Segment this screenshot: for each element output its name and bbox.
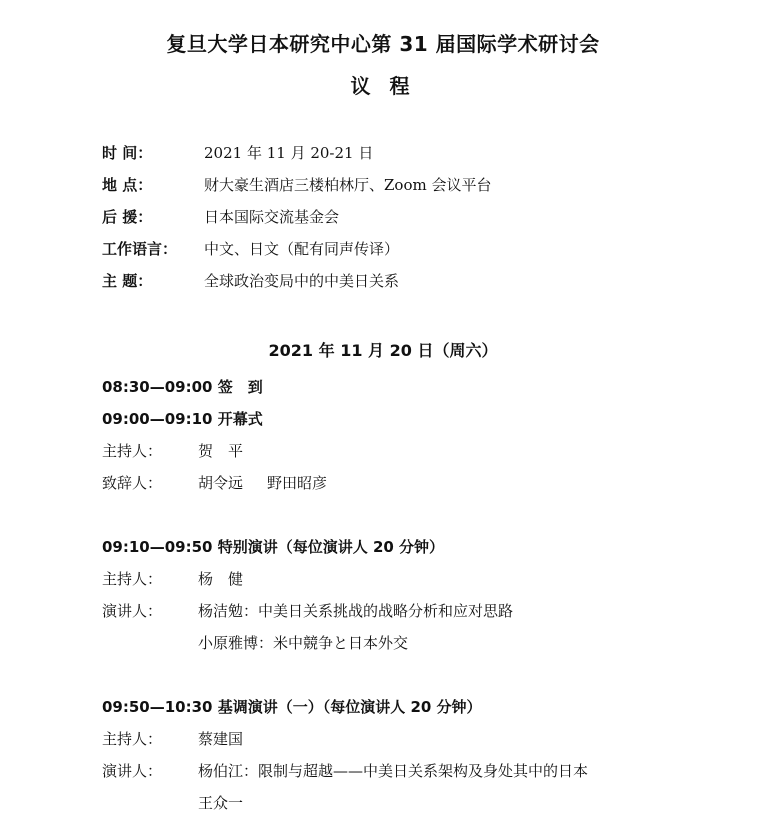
info-value: 2021 年 11 月 20-21 日 [204, 144, 374, 162]
speaker-label: 演讲人： [102, 762, 163, 780]
info-label: 时 间： [102, 144, 153, 162]
session-title: 签 到 [217, 378, 263, 396]
info-label: 地 点： [102, 176, 153, 194]
session-heading [102, 376, 263, 397]
info-value: 日本国际交流基金会 [204, 208, 340, 226]
host-name: 贺 平 [198, 442, 244, 460]
speaker-names [198, 472, 327, 493]
document-title: 复旦大学日本研究中心第 31 届国际学术研讨会 [166, 32, 600, 56]
host-name: 蔡建国 [198, 730, 244, 748]
session-time: 09:00—09:10 [102, 410, 213, 428]
session-title: 特别演讲（每位演讲人 20 分钟） [217, 538, 445, 556]
host-label: 主持人： [102, 570, 163, 588]
info-label: 主 题： [102, 272, 153, 290]
host-label: 主持人： [102, 730, 163, 748]
speaker-label: 演讲人： [102, 602, 163, 620]
talk-entry: 王众一 [198, 794, 244, 812]
info-label: 后 援： [102, 208, 153, 226]
host-name: 杨 健 [198, 570, 244, 588]
session-title: 开幕式 [217, 410, 263, 428]
document-subtitle: 议 程 [350, 74, 416, 98]
info-value: 全球政治变局中的中美日关系 [204, 272, 400, 290]
session-time: 08:30—09:00 [102, 378, 213, 396]
session-time: 09:50—10:30 [102, 698, 213, 716]
talk-entry: 小原雅博：米中競争と日本外交 [198, 634, 409, 652]
speaker-name: 野田昭彦 [267, 474, 328, 492]
day-heading: 2021 年 11 月 20 日（周六） [268, 341, 498, 360]
talk-entry: 杨伯江：限制与超越——中美日关系架构及身处其中的日本 [198, 762, 589, 780]
session-heading [102, 696, 482, 717]
session-heading [102, 408, 263, 429]
info-value: 财大豪生酒店三楼柏林厅、Zoom 会议平台 [204, 176, 492, 194]
info-value: 中文、日文（配有同声传译） [204, 240, 400, 258]
session-heading [102, 536, 444, 557]
host-label: 主持人： [102, 442, 163, 460]
speaker-name: 胡令远 [198, 474, 244, 492]
info-label: 工作语言： [102, 240, 178, 258]
talk-entry: 杨洁勉：中美日关系挑战的战略分析和应对思路 [198, 602, 514, 620]
session-time: 09:10—09:50 [102, 538, 213, 556]
speaker-label: 致辞人： [102, 474, 163, 492]
session-title: 基调演讲（一）（每位演讲人 20 分钟） [217, 698, 482, 716]
